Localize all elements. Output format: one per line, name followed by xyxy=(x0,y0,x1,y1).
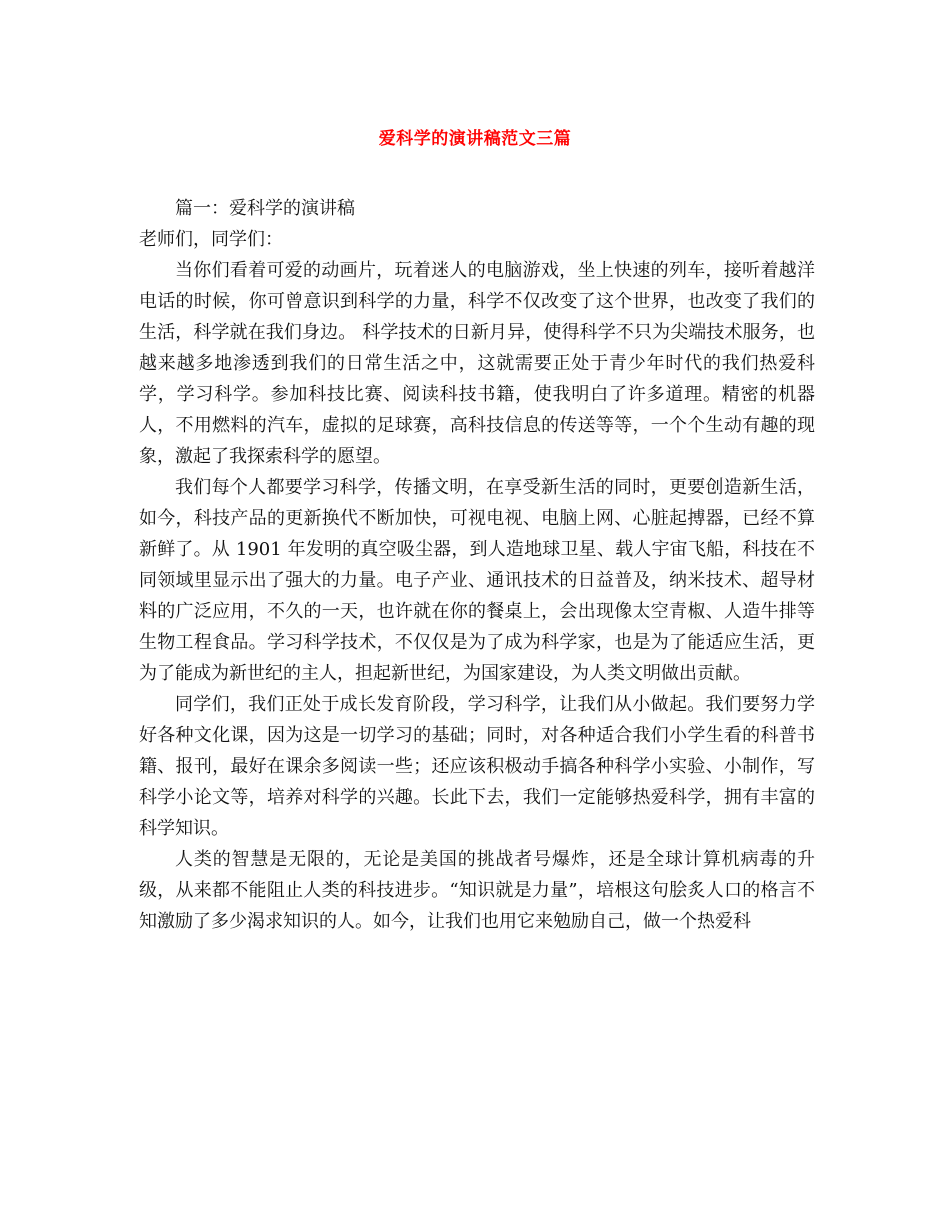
document-body xyxy=(139,193,815,937)
paragraph-3: 同学们，我们正处于成长发育阶段，学习科学，让我们从小做起。我们要努力学好各种文化课，因为这是一切学习的基础；同时，对各种适合我们小学生看的科普书籍、报刊，最好在课余多阅读一些；还应该积极动手搞各种科学小实验、小制作，写科学小论文等，培养对科学的兴趣。长此下去，我们一定能够热爱科学，拥有丰富的科学知识。 xyxy=(139,694,815,839)
salutation: 老师们，同学们： xyxy=(139,229,283,250)
paragraph-1: 当你们看着可爱的动画片，玩着迷人的电脑游戏，坐上快速的列车，接听着越洋电话的时候，你可曾意识到科学的力量，科学不仅改变了这个世界，也改变了我们的生活，科学就在我们身边。 科学技术的日新月异，使得科学不只为尖端技术服务，也越来越多地渗透到我们的日常生活之中，这就需要正处于青少年时代的我们热爱科学，学习科学。参加科技比赛、阅读科技书籍，使我明白了许多道理。精密的机器人，不用燃料的汽车，虚拟的足球赛，高科技信息的传送等等，一个个生动有趣的现象，激起了我探索科学的愿望。 xyxy=(139,260,815,467)
document-title: 爱科学的演讲稿范文三篇 xyxy=(378,129,572,149)
paragraph-2: 我们每个人都要学习科学，传播文明，在享受新生活的同时，更要创造新生活，如今，科技产品的更新换代不断加快，可视电视、电脑上网、心脏起搏器，已经不算新鲜了。从 1901 年发明的真空吸尘器，到人造地球卫星、载人宇宙飞船，科技在不同领域里显示出了强大的力量。电子产业、通讯技术的日益普及，纳米技术、超导材料的广泛应用，不久的一天，也许就在你的餐桌上，会出现像太空青椒、人造牛排等生物工程食品。学习科学技术，不仅仅是为了成为科学家，也是为了能适应生活，更为了能成为新世纪的主人，担起新世纪，为国家建设，为人类文明做出贡献。 xyxy=(139,477,815,684)
paragraph-4: 人类的智慧是无限的，无论是美国的挑战者号爆炸，还是全球计算机病毒的升级，从来都不能阻止人类的科技进步。“知识就是力量”，培根这句脍炙人口的格言不知激励了多少渴求知识的人。如今，让我们也用它来勉励自己，做一个热爱科 xyxy=(139,849,815,932)
section-heading: 篇一：爱科学的演讲稿 xyxy=(175,198,355,219)
